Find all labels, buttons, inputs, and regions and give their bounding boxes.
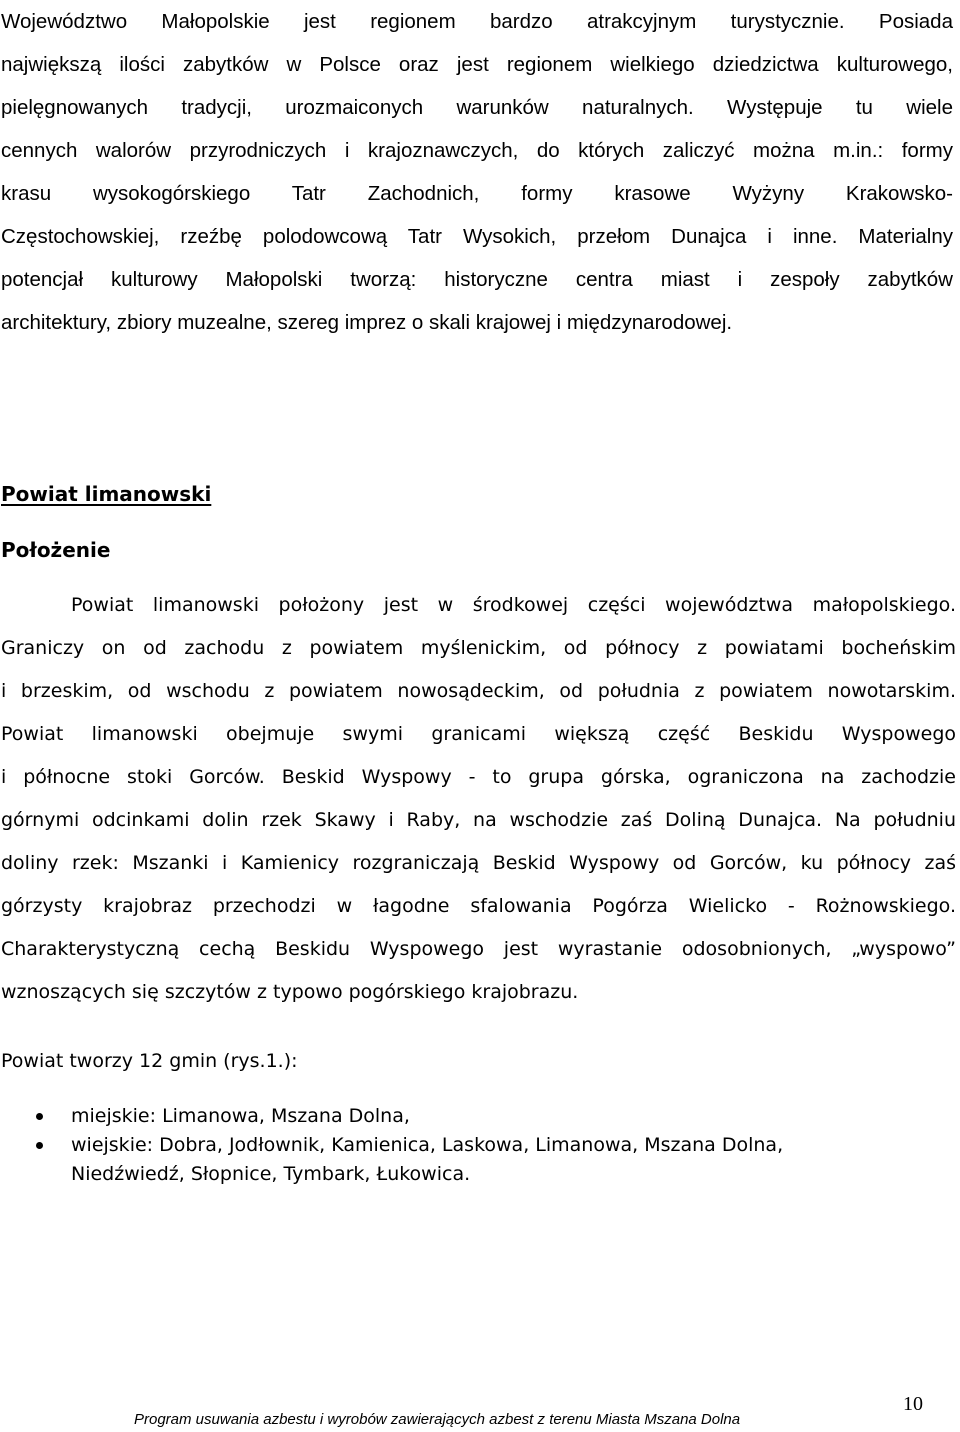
- footer-text: Program usuwania azbestu i wyrobów zawierających azbest z terenu Miasta Mszana Dolna: [134, 1411, 741, 1428]
- text-line: doliny rzek: Mszanki i Kamienicy rozgraniczają Beskid Wyspowy od Gorców, ku północy zaś: [1, 852, 956, 874]
- text-line: Charakterystyczną cechą Beskidu Wyspowego jest wyrastanie odosobnionych, „wyspowo”: [1, 938, 956, 960]
- bullet-icon: [36, 1113, 43, 1120]
- text-line: górzysty krajobraz przechodzi w łagodne sfalowania Pogórza Wielicko - Rożnowskiego.: [1, 895, 956, 917]
- gminy-list: [0, 1102, 900, 1189]
- text-line: Województwo Małopolskie jest regionem bardzo atrakcyjnym turystycznie. Posiada: [1, 10, 953, 33]
- text-line: pielęgnowanych tradycji, urozmaiconych warunków naturalnych. Występuje tu wiele: [1, 96, 953, 119]
- location-paragraph: [1, 584, 956, 1014]
- section-subtitle: Położenie: [1, 538, 111, 562]
- list-item: [0, 1131, 900, 1189]
- section-title: Powiat limanowski: [1, 482, 212, 506]
- text-line: krasu wysokogórskiego Tatr Zachodnich, formy krasowe Wyżyny Krakowsko-: [1, 182, 953, 205]
- text-line: górnymi odcinkami dolin rzek Skawy i Raby, na wschodzie zaś Doliną Dunajca. Na południu: [1, 809, 956, 831]
- text-line: Powiat limanowski obejmuje swymi granicami większą część Beskidu Wyspowego: [1, 723, 956, 745]
- page-number: 10: [903, 1393, 923, 1415]
- text-line: cennych walorów przyrodniczych i krajoznawczych, do których zaliczyć można m.in.: formy: [1, 139, 953, 162]
- text-line: największą ilości zabytków w Polsce oraz jest regionem wielkiego dziedzictwa kulturowego,: [1, 53, 953, 76]
- text-line: i północne stoki Gorców. Beskid Wyspowy - to grupa górska, ograniczona na zachodzie: [1, 766, 956, 788]
- list-item-text: wiejskie: Dobra, Jodłownik, Kamienica, Laskowa, Limanowa, Mszana Dolna, Niedźwiedź, Słopnice, Tymbark, Łukowica.: [71, 1134, 784, 1185]
- text-line: potencjał kulturowy Małopolski tworzą: historyczne centra miast i zespoły zabytków: [1, 268, 953, 291]
- text-line: architektury, zbiory muzealne, szereg imprez o skali krajowej i międzynarodowej.: [1, 311, 733, 334]
- text-line: Powiat limanowski położony jest w środkowej części województwa małopolskiego.: [71, 594, 956, 616]
- intro-paragraph: [1, 0, 953, 344]
- list-item: [0, 1102, 900, 1131]
- text-line: Graniczy on od zachodu z powiatem myślenickim, od północy z powiatami bocheńskim: [1, 637, 956, 659]
- text-line: i brzeskim, od wschodu z powiatem nowosądeckim, od południa z powiatem nowotarskim.: [1, 680, 956, 702]
- text-line: Częstochowskiej, rzeźbę polodowcową Tatr Wysokich, przełom Dunajca i inne. Materialny: [1, 225, 953, 248]
- gminy-intro: Powiat tworzy 12 gmin (rys.1.):: [1, 1050, 298, 1072]
- list-item-text: miejskie: Limanowa, Mszana Dolna,: [71, 1105, 410, 1127]
- text-line: wznoszących się szczytów z typowo pogórskiego krajobrazu.: [1, 981, 579, 1003]
- bullet-icon: [36, 1142, 43, 1149]
